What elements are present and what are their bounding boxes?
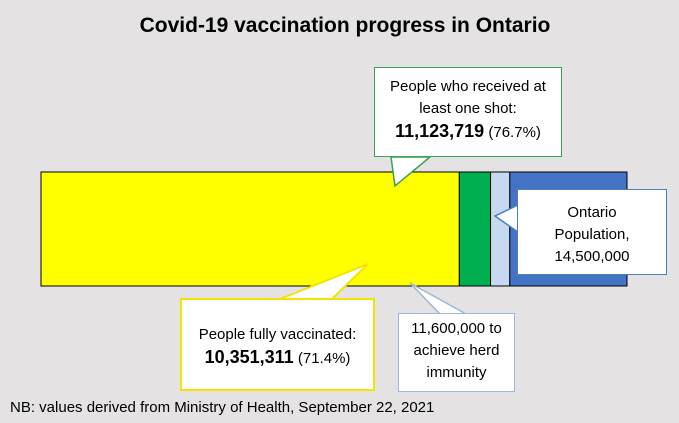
herd-immunity-callout — [398, 313, 515, 392]
chart-title: Covid-19 vaccination progress in Ontario — [139, 14, 551, 37]
bar-segment-full — [41, 172, 459, 286]
fully-vaccinated-callout — [180, 298, 375, 391]
herd-callout-tail — [410, 283, 466, 314]
one-shot-line1: People who received at — [390, 78, 546, 95]
herd-line2: achieve herd — [413, 342, 500, 359]
population-line3: 14,500,000 — [554, 248, 630, 265]
one-shot-percent: (76.7%) — [488, 124, 541, 141]
footnote: NB: values derived from Ministry of Health, September 22, 2021 — [10, 399, 435, 416]
population-line2: Population, — [554, 226, 630, 243]
full-number: 10,351,311 — [204, 347, 294, 367]
one-shot-callout — [374, 67, 562, 157]
full-percent: (71.4%) — [297, 350, 351, 367]
bar-segment-herd — [491, 172, 510, 286]
herd-line3: immunity — [426, 364, 487, 381]
full-line1: People fully vaccinated: — [198, 326, 357, 343]
one-shot-line2: least one shot: — [419, 100, 517, 117]
population-callout — [517, 189, 667, 275]
bar-segment-one — [459, 172, 490, 286]
one-shot-value-row — [375, 120, 561, 144]
full-value-row — [182, 346, 373, 370]
population-line1: Ontario — [567, 204, 617, 221]
herd-line1: 11,600,000 to — [411, 320, 502, 337]
one-shot-number: 11,123,719 — [395, 121, 485, 141]
